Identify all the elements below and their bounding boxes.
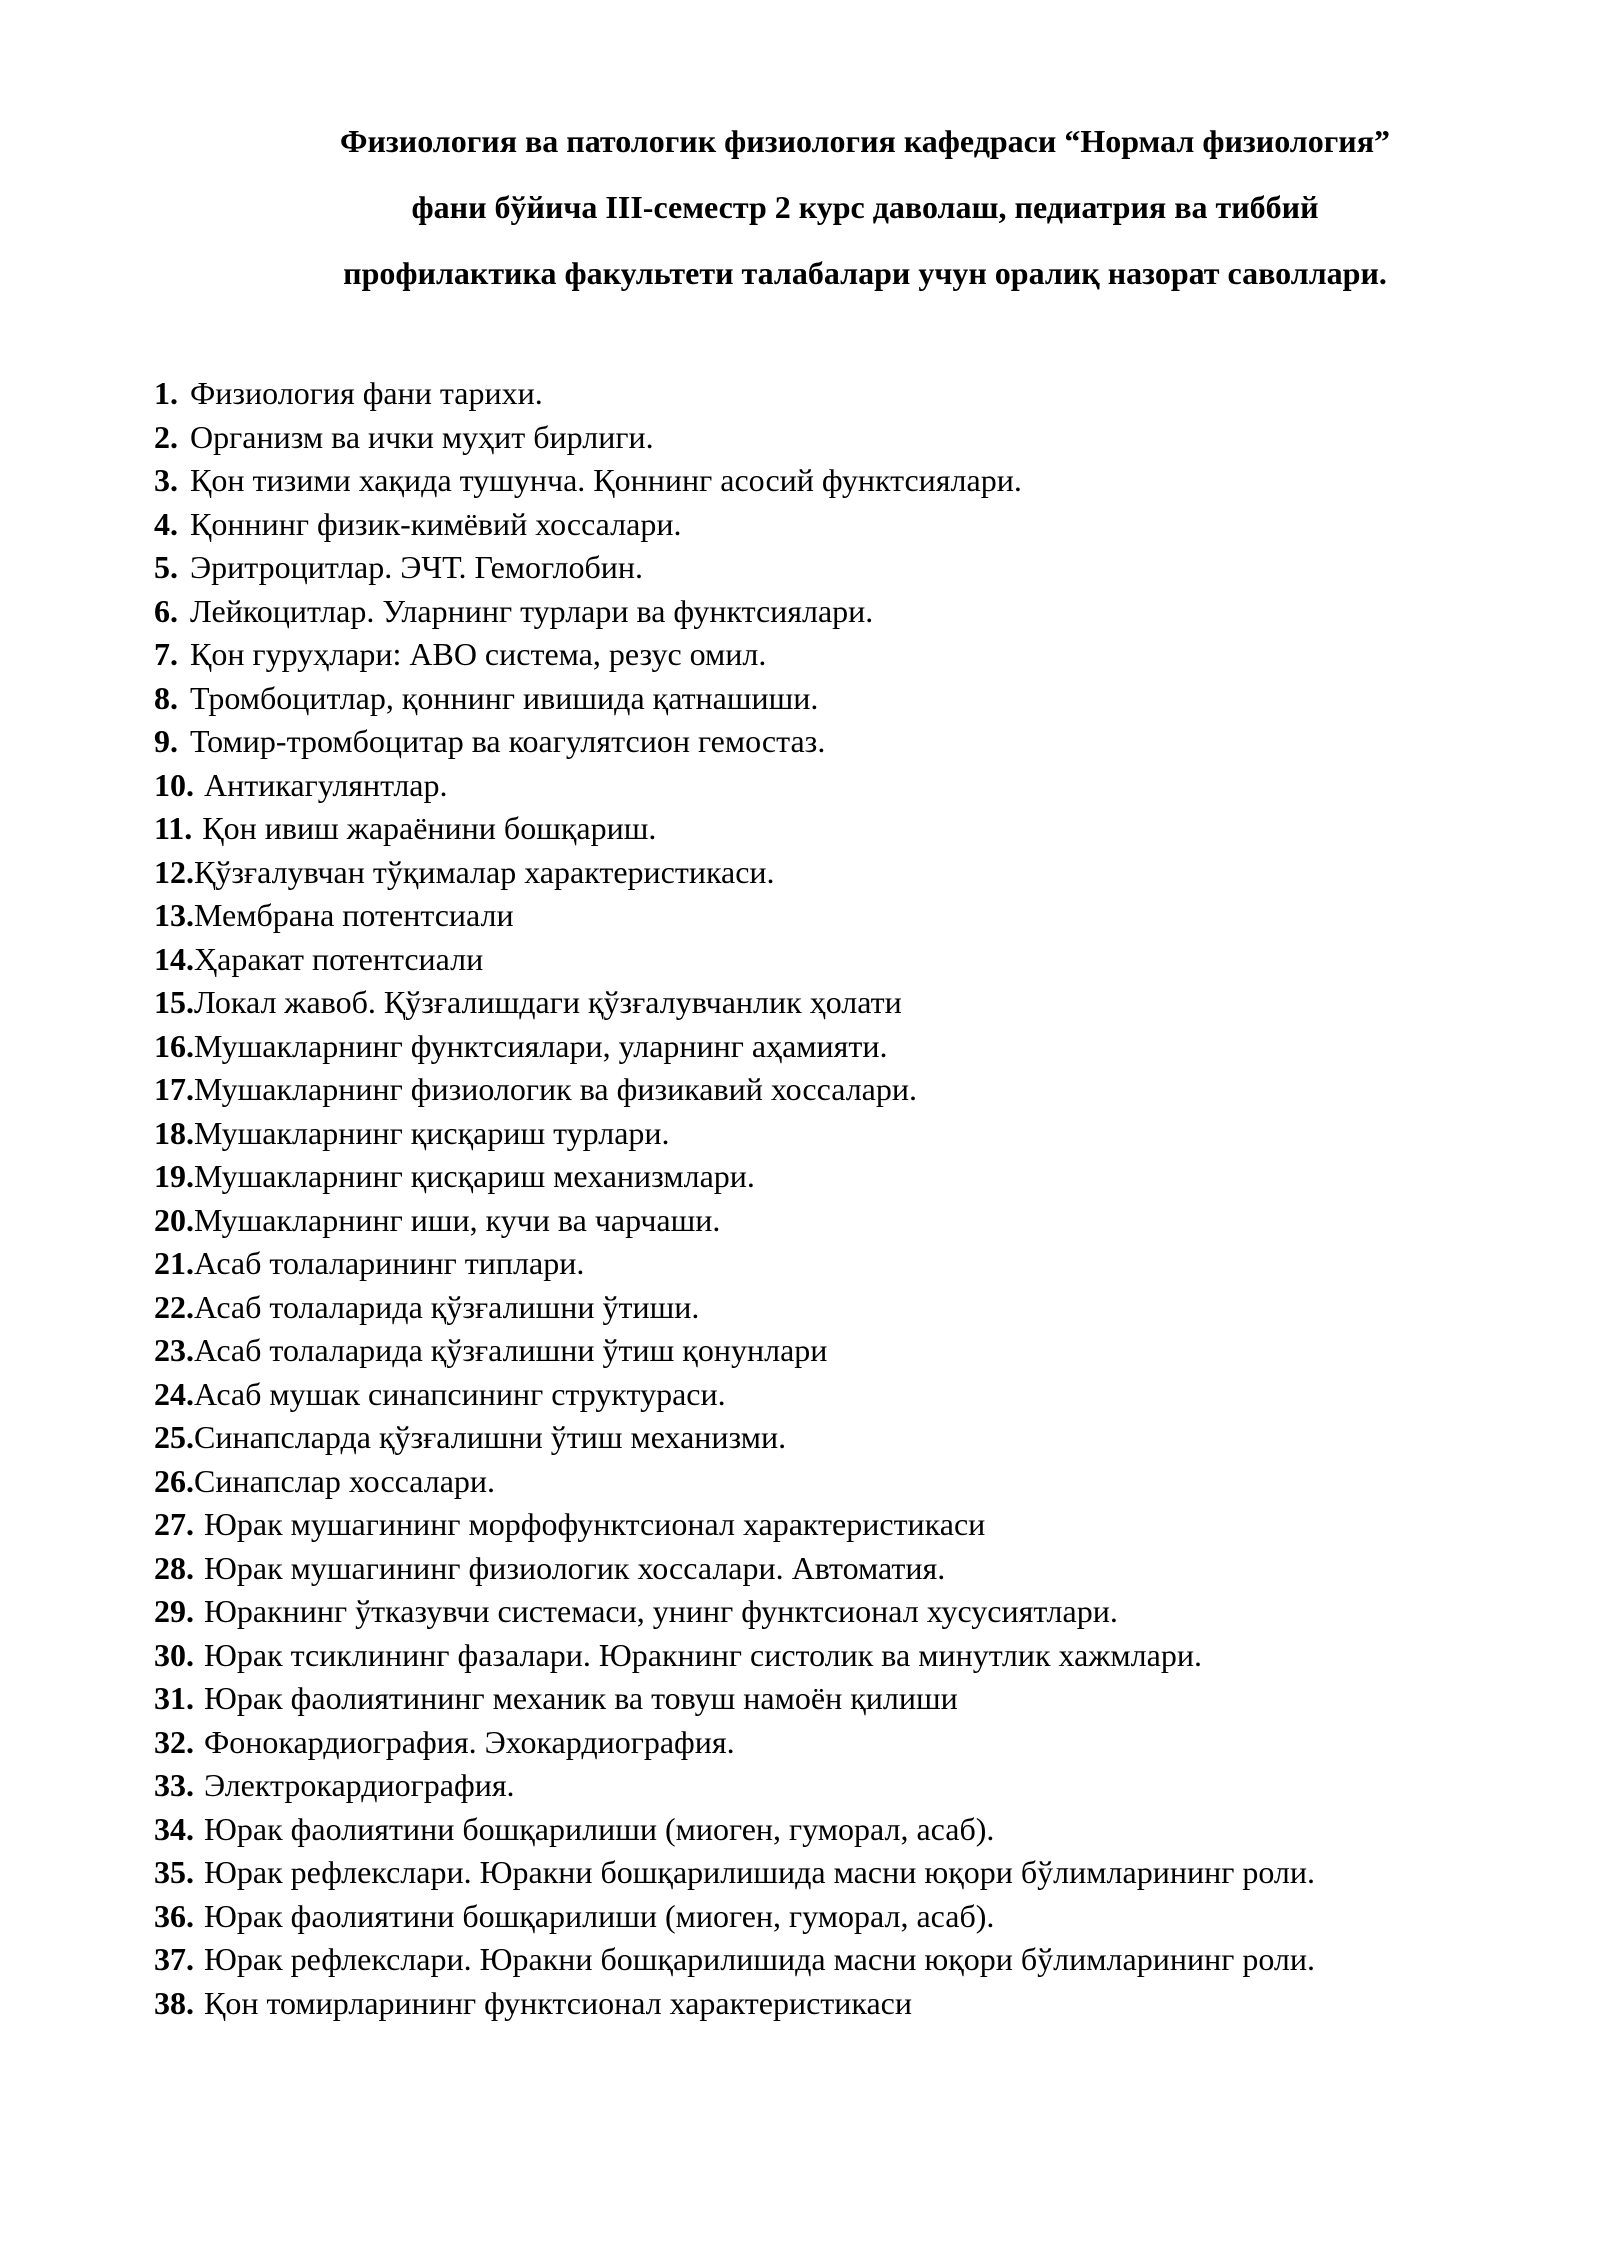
question-text: Қўзғалувчан тўқималар характеристикаси. <box>194 853 775 890</box>
question-item <box>154 633 1494 677</box>
question-item <box>154 1590 1494 1634</box>
question-text: Қон тизими хақида тушунча. Қоннинг асосий функтсиялари. <box>190 462 1022 498</box>
question-number: 27. <box>154 1506 194 1542</box>
question-number: 7. <box>154 636 178 672</box>
question-item <box>154 1373 1494 1417</box>
question-item <box>154 677 1494 721</box>
question-text: Юрак рефлекслари. Юракни бошқарилишида масни юқори бўлимларининг роли. <box>204 1854 1315 1890</box>
question-text: Организм ва ички муҳит бирлиги. <box>190 418 654 455</box>
question-number: 6. <box>154 592 178 629</box>
question-item <box>154 1634 1494 1678</box>
question-text: Қон томирларининг функтсионал характеристикаси <box>204 1984 912 2021</box>
question-number: 3. <box>154 462 178 498</box>
question-text: Ҳаракат потентсиали <box>194 940 484 977</box>
question-item <box>154 1460 1494 1504</box>
question-number: 32. <box>154 1723 194 1760</box>
question-number: 35. <box>154 1854 194 1890</box>
question-text: Лейкоцитлар. Уларнинг турлари ва функтсиялари. <box>190 592 874 629</box>
document-title <box>220 108 1510 306</box>
question-item <box>154 1938 1494 1982</box>
question-item <box>154 459 1494 503</box>
question-item <box>154 1025 1494 1069</box>
question-number: 21. <box>154 1245 194 1281</box>
question-text: Юрак фаолиятини бошқарилиши (миоген, гуморал, асаб). <box>204 1810 995 1847</box>
title-line-1: Физиология ва патологик физиология кафедраси “Нормал физиология” <box>339 123 1391 159</box>
question-number: 36. <box>154 1897 194 1934</box>
question-number: 5. <box>154 549 178 585</box>
question-number: 15. <box>154 984 194 1020</box>
question-number: 31. <box>154 1680 194 1716</box>
question-item <box>154 938 1494 982</box>
question-number: 9. <box>154 723 178 759</box>
question-item <box>154 1329 1494 1373</box>
question-item <box>154 503 1494 547</box>
question-text: Фонокардиография. Эхокардиография. <box>204 1723 735 1760</box>
question-item <box>154 1503 1494 1547</box>
question-item <box>154 1112 1494 1156</box>
question-text: Мушакларнинг функтсиялари, уларнинг аҳамияти. <box>194 1027 888 1064</box>
question-number: 33. <box>154 1767 194 1803</box>
question-item <box>154 1199 1494 1243</box>
question-number: 13. <box>154 897 194 933</box>
question-number: 34. <box>154 1810 194 1847</box>
question-number: 14. <box>154 940 194 977</box>
question-text: Асаб толаларининг типлари. <box>194 1245 585 1281</box>
question-number: 17. <box>154 1071 194 1107</box>
question-number: 24. <box>154 1375 194 1412</box>
question-number: 1. <box>154 375 178 411</box>
question-text: Юрак мушагининг морфофунктсионал характеристикаси <box>204 1506 986 1542</box>
question-number: 29. <box>154 1593 194 1629</box>
question-number: 23. <box>154 1332 194 1368</box>
question-number: 25. <box>154 1419 194 1455</box>
question-text: Юрак фаолиятини бошқарилиши (миоген, гуморал, асаб). <box>204 1897 995 1934</box>
question-item <box>154 1764 1494 1808</box>
question-item <box>154 1286 1494 1330</box>
question-item <box>154 1982 1494 2026</box>
question-item <box>154 981 1494 1025</box>
question-item <box>154 764 1494 808</box>
question-number: 30. <box>154 1636 194 1673</box>
question-item <box>154 416 1494 460</box>
question-text: Синапслар хоссалари. <box>194 1462 496 1499</box>
question-item <box>154 807 1494 851</box>
question-text: Томир-тромбоцитар ва коагулятсион гемостаз. <box>190 723 826 759</box>
question-text: Антикагулянтлар. <box>204 766 448 803</box>
question-number: 26. <box>154 1462 194 1499</box>
question-item <box>154 894 1494 938</box>
title-line-2: фани бўйича III-семестр 2 курс даволаш, педиатрия ва тиббий <box>411 189 1319 225</box>
question-number: 28. <box>154 1549 194 1586</box>
question-item <box>154 1242 1494 1286</box>
question-item <box>154 1851 1494 1895</box>
question-text: Юрак рефлекслари. Юракни бошқарилишида масни юқори бўлимларининг роли. <box>204 1941 1315 1977</box>
question-number: 8. <box>154 679 178 716</box>
question-number: 22. <box>154 1288 194 1325</box>
question-number: 11. <box>154 810 193 846</box>
question-text: Қон гуруҳлари: АВО система, резус омил. <box>190 636 767 672</box>
question-text: Асаб толаларида қўзғалишни ўтиши. <box>194 1288 700 1325</box>
question-text: Тромбоцитлар, қоннинг ивишида қатнашиши. <box>190 679 819 716</box>
question-number: 12. <box>154 853 194 890</box>
question-text: Қоннинг физик-кимёвий хоссалари. <box>190 505 682 542</box>
question-text: Мушакларнинг физиологик ва физикавий хоссалари. <box>194 1071 917 1107</box>
question-item <box>154 1808 1494 1852</box>
question-number: 18. <box>154 1114 194 1151</box>
question-item <box>154 720 1494 764</box>
question-text: Мушакларнинг қисқариш механизмлари. <box>194 1158 755 1194</box>
question-item <box>154 1068 1494 1112</box>
question-text: Қон ивиш жараёнини бошқариш. <box>202 810 657 846</box>
question-text: Электрокардиография. <box>204 1767 515 1803</box>
question-text: Мушакларнинг қисқариш турлари. <box>194 1114 670 1151</box>
question-text: Юрак мушагининг физиологик хоссалари. Автоматия. <box>204 1549 946 1586</box>
question-text: Синапсларда қўзғалишни ўтиш механизми. <box>194 1419 787 1455</box>
question-number: 37. <box>154 1941 194 1977</box>
question-text: Асаб толаларида қўзғалишни ўтиш қонунлари <box>194 1332 828 1368</box>
question-item <box>154 1895 1494 1939</box>
question-item <box>154 851 1494 895</box>
question-item <box>154 1547 1494 1591</box>
question-item <box>154 1416 1494 1460</box>
question-item <box>154 372 1494 416</box>
question-text: Локал жавоб. Қўзғалишдаги қўзғалувчанлик ҳолати <box>194 984 902 1020</box>
title-line-3: профилактика факультети талабалари учун оралиқ назорат саволлари. <box>343 255 1387 291</box>
question-text: Асаб мушак синапсининг структураси. <box>194 1375 726 1412</box>
question-text: Юракнинг ўтказувчи системаси, унинг функтсионал хусусиятлари. <box>204 1593 1118 1629</box>
question-number: 16. <box>154 1027 194 1064</box>
question-item <box>154 1721 1494 1765</box>
question-item <box>154 546 1494 590</box>
question-number: 2. <box>154 418 178 455</box>
question-item <box>154 1155 1494 1199</box>
question-text: Мембрана потентсиали <box>194 897 514 933</box>
question-number: 20. <box>154 1201 194 1238</box>
question-item <box>154 1677 1494 1721</box>
question-item <box>154 590 1494 634</box>
question-list <box>154 372 1494 2025</box>
question-text: Мушакларнинг иши, кучи ва чарчаши. <box>194 1201 721 1238</box>
question-text: Физиология фани тарихи. <box>190 375 543 411</box>
question-number: 10. <box>154 766 194 803</box>
question-number: 19. <box>154 1158 194 1194</box>
question-text: Юрак тсиклининг фазалари. Юракнинг систолик ва минутлик хажмлари. <box>204 1636 1202 1673</box>
question-number: 38. <box>154 1984 194 2021</box>
question-text: Эритроцитлар. ЭЧТ. Гемоглобин. <box>190 549 644 585</box>
question-number: 4. <box>154 505 178 542</box>
question-text: Юрак фаолиятининг механик ва товуш намоён қилиши <box>204 1680 958 1716</box>
